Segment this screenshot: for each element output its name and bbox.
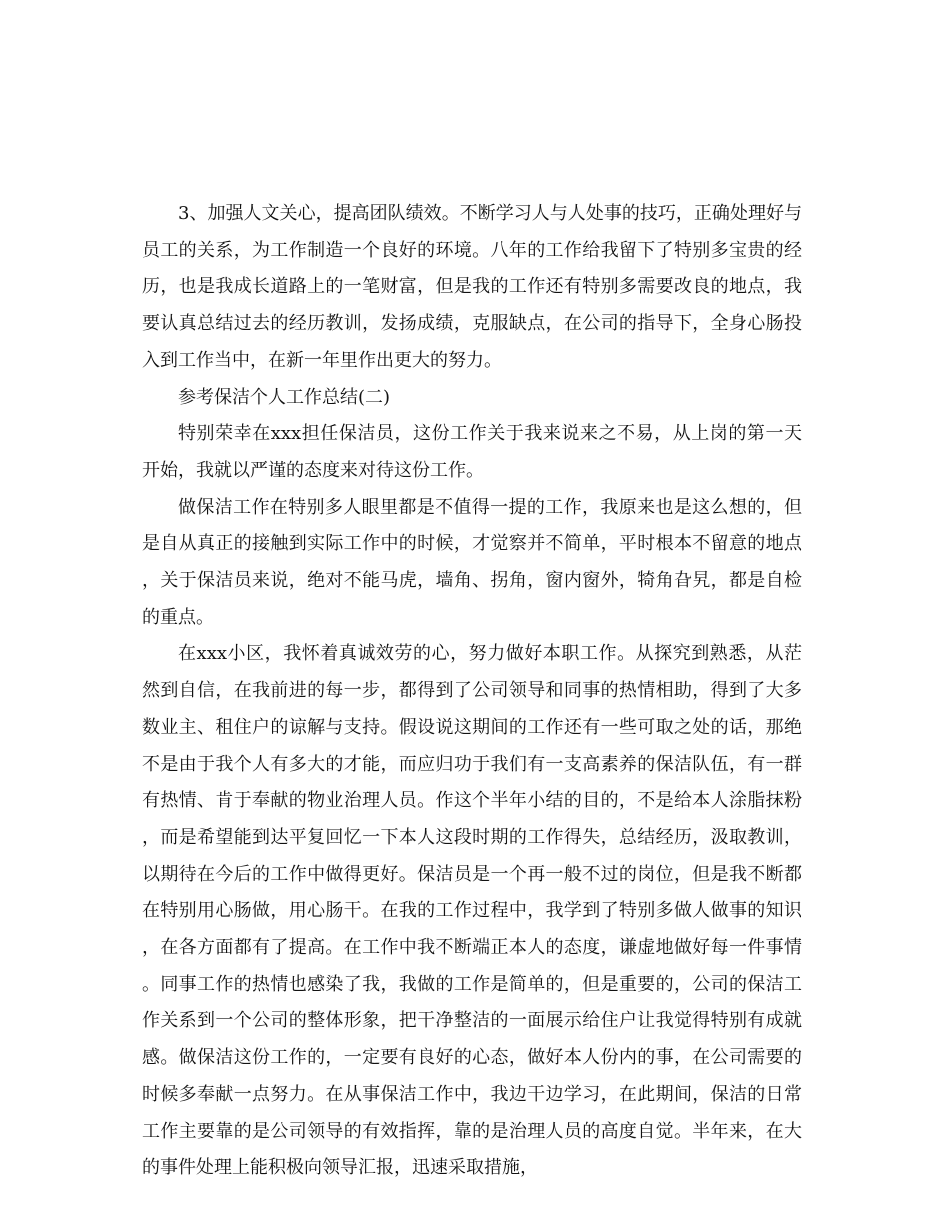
paragraph-closing-points: 3、加强人文关心，提高团队绩效。不断学习人与人处事的技巧，正确处理好与员工的关系，为工作制造一个良好的环境。八年的工作给我留下了特别多宝贵的经历，也是我成长道路上的一笔财富，但是我的工作还有特别多需要改良的地点，我要认真总结过去的经历教训，发扬成绩，克服缺点，在公司的指导下，全身心肠投入到工作当中，在新一年里作出更大的努力。 — [142, 203, 802, 371]
paragraph-work-attitude: 做保洁工作在特别多人眼里都是不值得一提的工作，我原来也是这么想的，但是自从真正的接触到实际工作中的时候，才觉察并不简单，平时根本不留意的地点，关于保洁员来说，绝对不能马虎，墙角、拐角，窗内窗外，犄角旮旯，都是自检的重点。 — [142, 496, 802, 628]
section-heading: 参考保洁个人工作总结(二) — [178, 386, 391, 408]
paragraph-half-year-summary: 在xxx小区，我怀着真诚效劳的心，努力做好本职工作。从探究到熟悉，从茫然到自信，在我前进的每一步，都得到了公司领导和同事的热情相助，得到了大多数业主、租住户的谅解与支持。假设说这期间的工作还有一些可取之处的话，那绝不是由于我个人有多大的才能，而应归功于我们有一支高素养的保洁队伍，有一群有热情、肯于奉献的物业治理人员。作这个半年小结的目的，不是给本人涂脂抹粉，而是希望能到达平复回忆一下本人这段时期的工作得失，总结经历，汲取教训，以期待在今后的工作中做得更好。保洁员是一个再一般不过的岗位，但是我不断都在特别用心肠做，用心肠干。在我的工作过程中，我学到了特别多做人做事的知识，在各方面都有了提高。在工作中我不断端正本人的态度，谦虚地做好每一件事情。同事工作的热情也感染了我，我做的工作是简单的，但是重要的，公司的保洁工作关系到一个公司的整体形象，把干净整洁的一面展示给住户让我觉得特别有成就感。做保洁这份工作的，一定要有良好的心态，做好本人份内的事，在公司需要的时候多奉献一点努力。在从事保洁工作中，我边干边学习，在此期间，保洁的日常工作主要靠的是公司领导的有效指挥，靠的是治理人员的高度自觉。半年来，在大的事件处理上能积极向领导汇报，迅速采取措施， — [142, 643, 802, 1179]
document-body — [142, 196, 802, 1187]
paragraph-intro: 特别荣幸在xxx担任保洁员，这份工作关于我来说来之不易，从上岗的第一天开始，我就以严谨的态度来对待这份工作。 — [142, 423, 802, 481]
